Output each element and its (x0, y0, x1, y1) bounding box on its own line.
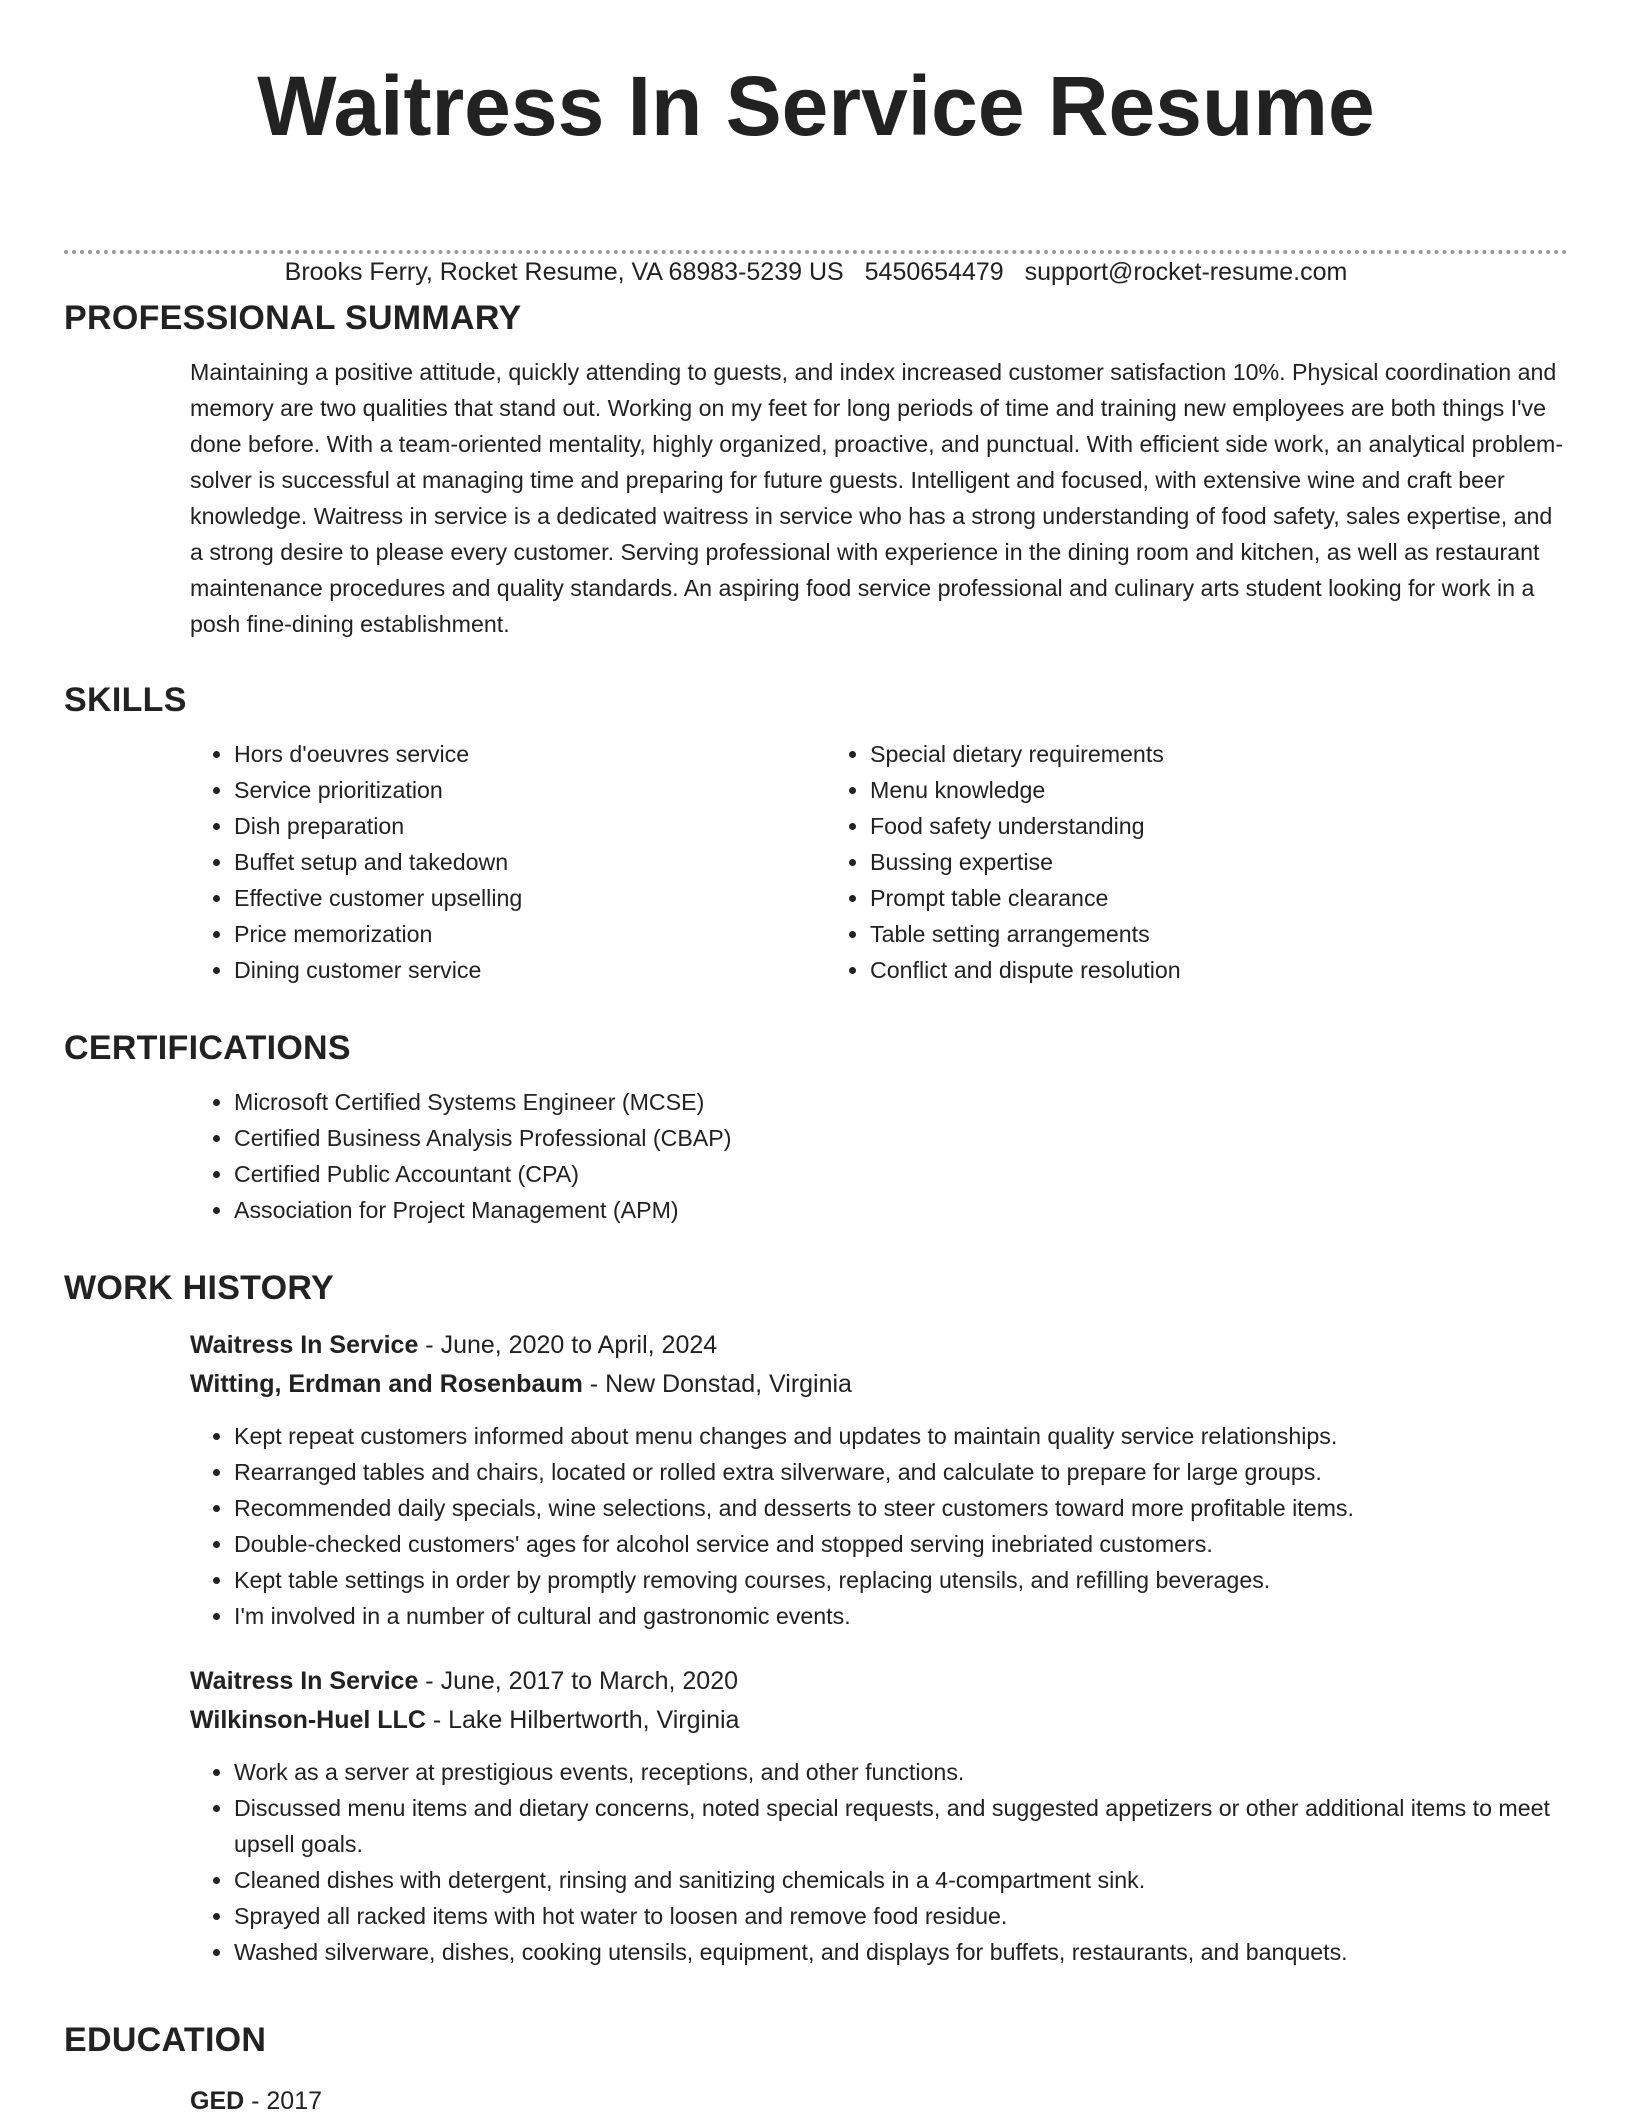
list-item: • Bussing expertise (870, 844, 1462, 880)
job-title-line (190, 1662, 1568, 1701)
skills-columns (190, 736, 1568, 988)
job-dates: - June, 2017 to March, 2020 (418, 1667, 739, 1695)
job-location: - New Donstad, Virginia (582, 1370, 852, 1398)
certifications-section (64, 1026, 1568, 1228)
job-title-line (190, 1326, 1568, 1365)
contact-line (64, 256, 1568, 288)
list-item: • Hors d'oeuvres service (234, 736, 826, 772)
list-item: • Prompt table clearance (870, 880, 1462, 916)
skills-section (64, 678, 1568, 988)
list-item: • Conflict and dispute resolution (870, 952, 1462, 988)
education-degree: GED (190, 2087, 245, 2115)
job-title: Waitress In Service (190, 1667, 419, 1695)
contact-phone: 5450654479 (864, 258, 1004, 286)
list-item: • Certified Public Accountant (CPA) (234, 1156, 1568, 1192)
job-title: Waitress In Service (190, 1331, 419, 1359)
list-item: • Food safety understanding (870, 808, 1462, 844)
summary-heading: PROFESSIONAL SUMMARY (64, 299, 522, 337)
list-item: • Work as a server at prestigious events, receptions, and other functions. (234, 1754, 1568, 1790)
job-dates: - June, 2020 to April, 2024 (418, 1331, 718, 1359)
list-item: • Effective customer upselling (234, 880, 826, 916)
list-item: • Sprayed all racked items with hot water to loosen and remove food residue. (234, 1898, 1568, 1934)
list-item: • Table setting arrangements (870, 916, 1462, 952)
work-section (64, 1266, 1568, 1970)
skills-list-left (190, 736, 826, 988)
list-item: • Certified Business Analysis Professional (CBAP) (234, 1120, 1568, 1156)
summary-text: Maintaining a positive attitude, quickly attending to guests, and index increased customer satisfaction 10%. Physical coordination and memory are two qualities that stand out. Working on my feet for long periods of time and training new employees are both things I've done before. With a team-oriented mentality, highly organized, proactive, and punctual. With efficient side work, an analytical problem-solver is successful at managing time and preparing for future guests. Intelligent and focused, with extensive wine and craft beer knowledge. Waitress in service is a dedicated waitress in service who has a strong understanding of food safety, sales expertise, and a strong desire to please every customer. Serving professional with experience in the dining room and kitchen, as well as restaurant maintenance procedures and quality standards. An aspiring food service professional and culinary arts student looking for work in a posh fine-dining establishment. (190, 359, 1564, 637)
job-bullets (190, 1418, 1568, 1634)
list-item: • Washed silverware, dishes, cooking utensils, equipment, and displays for buffets, restaurants, and banquets. (234, 1934, 1568, 1970)
work-heading: WORK HISTORY (64, 1269, 334, 1307)
list-item: • Buffet setup and takedown (234, 844, 826, 880)
education-year: - 2017 (244, 2087, 323, 2115)
job-entry (64, 1662, 1568, 1970)
list-item: • Rearranged tables and chairs, located or rolled extra silverware, and calculate to prepare for large groups. (234, 1454, 1568, 1490)
job-company: Witting, Erdman and Rosenbaum (190, 1370, 583, 1398)
list-item: • Menu knowledge (870, 772, 1462, 808)
job-company: Wilkinson-Huel LLC (190, 1706, 426, 1734)
list-item: • Service prioritization (234, 772, 826, 808)
education-heading: EDUCATION (64, 2021, 267, 2059)
education-line (190, 2082, 1568, 2121)
list-item: • Association for Project Management (APM) (234, 1192, 1568, 1228)
list-item: • Discussed menu items and dietary concerns, noted special requests, and suggested appetizers or other additional items to meet upsell goals. (234, 1790, 1568, 1862)
certifications-list (190, 1084, 1568, 1228)
certifications-heading: CERTIFICATIONS (64, 1029, 351, 1067)
list-item: • I'm involved in a number of cultural and gastronomic events. (234, 1598, 1568, 1634)
resume-title: Waitress In Service Resume (257, 59, 1375, 153)
list-item: • Dish preparation (234, 808, 826, 844)
list-item: • Price memorization (234, 916, 826, 952)
resume-page (64, 0, 1568, 2115)
education-section (64, 2018, 1568, 2121)
job-company-line (190, 1365, 1568, 1404)
job-bullets (190, 1754, 1568, 1970)
list-item: • Cleaned dishes with detergent, rinsing and sanitizing chemicals in a 4-compartment sink. (234, 1862, 1568, 1898)
skills-heading: SKILLS (64, 681, 187, 719)
list-item: • Recommended daily specials, wine selections, and desserts to steer customers toward more profitable items. (234, 1490, 1568, 1526)
summary-section (64, 296, 1568, 642)
list-item: • Dining customer service (234, 952, 826, 988)
contact-address: Brooks Ferry, Rocket Resume, VA 68983-5239 US (284, 258, 844, 286)
list-item: • Kept table settings in order by promptly removing courses, replacing utensils, and refilling beverages. (234, 1562, 1568, 1598)
list-item: • Kept repeat customers informed about menu changes and updates to maintain quality service relationships. (234, 1418, 1568, 1454)
skills-list-right (826, 736, 1462, 988)
list-item: • Double-checked customers' ages for alcohol service and stopped serving inebriated customers. (234, 1526, 1568, 1562)
job-company-line (190, 1701, 1568, 1740)
job-location: - Lake Hilbertworth, Virginia (425, 1706, 740, 1734)
list-item: • Microsoft Certified Systems Engineer (MCSE) (234, 1084, 1568, 1120)
header-divider (64, 250, 1568, 254)
contact-email: support@rocket-resume.com (1024, 258, 1348, 286)
job-entry (64, 1326, 1568, 1634)
list-item: • Special dietary requirements (870, 736, 1462, 772)
